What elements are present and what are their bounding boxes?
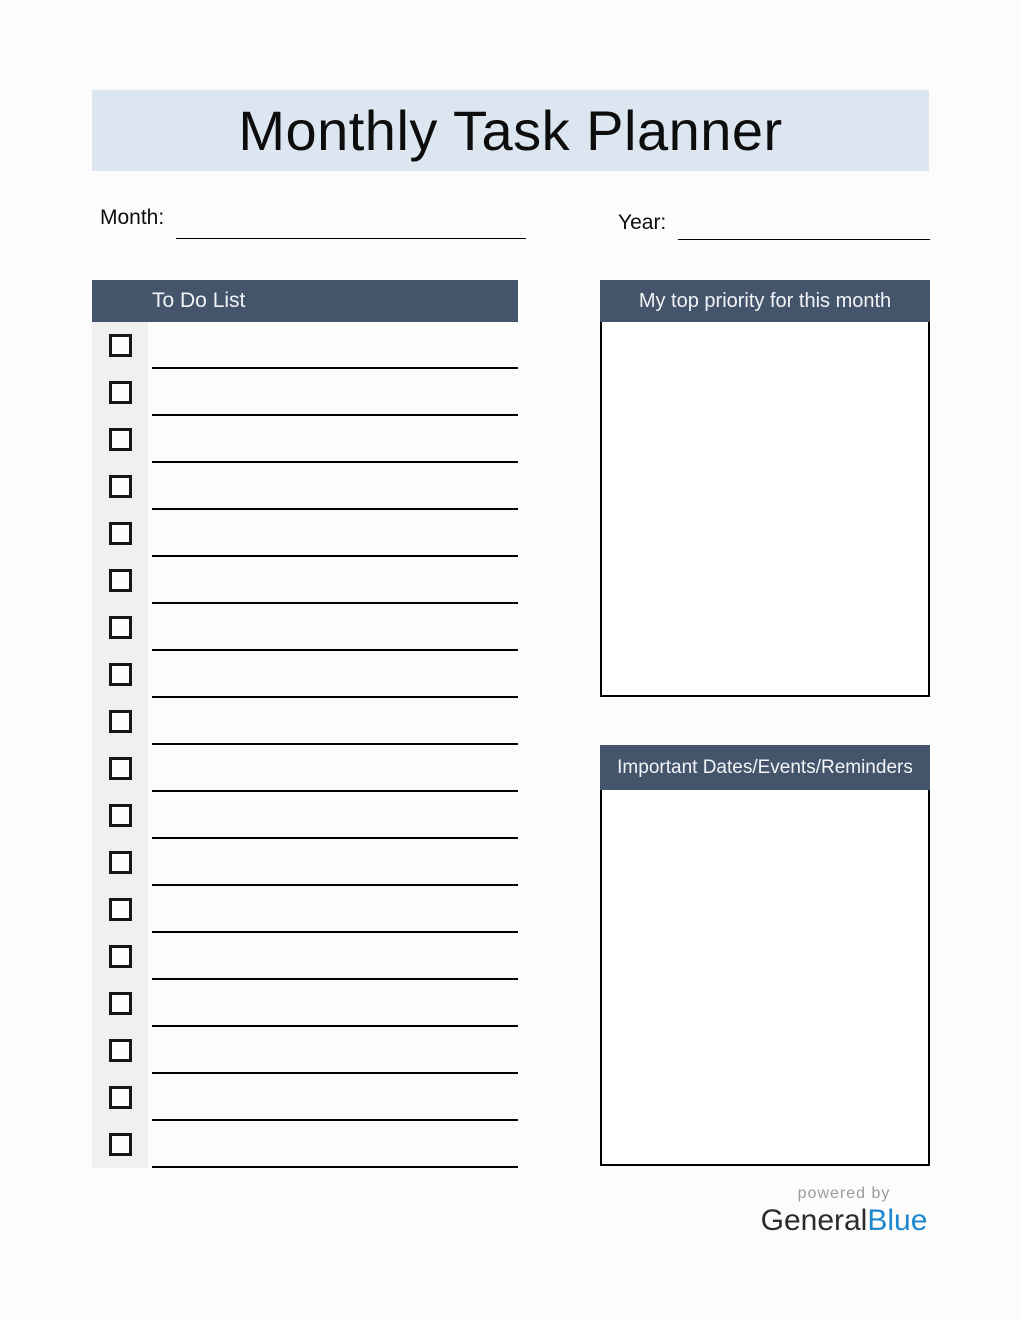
todo-entry-line[interactable] (152, 839, 518, 886)
todo-checkbox-cell (92, 1074, 148, 1121)
todo-header-label: To Do List (152, 289, 246, 312)
todo-checkbox-cell (92, 886, 148, 933)
todo-checkbox-cell (92, 604, 148, 651)
priority-header (600, 280, 930, 322)
todo-checkbox[interactable] (109, 475, 132, 498)
todo-section (92, 280, 518, 1168)
todo-row (92, 886, 518, 933)
todo-checkbox-cell (92, 651, 148, 698)
important-dates-content-area[interactable] (600, 790, 930, 1166)
todo-entry-line[interactable] (152, 980, 518, 1027)
todo-checkbox-cell (92, 1121, 148, 1168)
todo-entry-line[interactable] (152, 933, 518, 980)
todo-entry-line[interactable] (152, 369, 518, 416)
todo-header (92, 280, 518, 322)
todo-checkbox-cell (92, 463, 148, 510)
todo-checkbox[interactable] (109, 1133, 132, 1156)
todo-checkbox[interactable] (109, 522, 132, 545)
brand-blue: Blue (867, 1204, 928, 1237)
todo-checkbox[interactable] (109, 710, 132, 733)
todo-entry-line[interactable] (152, 651, 518, 698)
priority-content-area[interactable] (600, 322, 930, 697)
todo-row (92, 369, 518, 416)
todo-row (92, 1027, 518, 1074)
footer-brand (755, 1186, 933, 1236)
todo-checkbox-cell (92, 322, 148, 369)
todo-entry-line[interactable] (152, 604, 518, 651)
month-label: Month: (100, 206, 165, 229)
month-input-line[interactable] (176, 238, 526, 239)
todo-checkbox[interactable] (109, 992, 132, 1015)
todo-entry-line[interactable] (152, 416, 518, 463)
todo-entry-line[interactable] (152, 1027, 518, 1074)
todo-checkbox[interactable] (109, 616, 132, 639)
todo-entry-line[interactable] (152, 1074, 518, 1121)
todo-entry-line[interactable] (152, 698, 518, 745)
todo-checkbox-cell (92, 510, 148, 557)
todo-row (92, 1121, 518, 1168)
important-dates-header (600, 745, 930, 790)
important-dates-section (600, 745, 930, 1166)
priority-section (600, 280, 930, 697)
todo-checkbox-cell (92, 557, 148, 604)
important-dates-header-label: Important Dates/Events/Reminders (617, 756, 913, 778)
todo-checkbox[interactable] (109, 428, 132, 451)
todo-checkbox-cell (92, 745, 148, 792)
powered-by-text: powered by (797, 1185, 891, 1202)
todo-entry-line[interactable] (152, 1121, 518, 1168)
todo-checkbox-cell (92, 1027, 148, 1074)
todo-row (92, 1074, 518, 1121)
todo-checkbox-cell (92, 980, 148, 1027)
todo-checkbox-cell (92, 698, 148, 745)
todo-rows (92, 322, 518, 1168)
title-band (92, 90, 929, 171)
todo-row (92, 745, 518, 792)
page-title: Monthly Task Planner (238, 99, 783, 162)
todo-entry-line[interactable] (152, 557, 518, 604)
todo-row (92, 792, 518, 839)
priority-header-label: My top priority for this month (638, 289, 892, 312)
todo-checkbox[interactable] (109, 569, 132, 592)
todo-checkbox-cell (92, 933, 148, 980)
year-label: Year: (618, 211, 667, 234)
todo-checkbox[interactable] (109, 334, 132, 357)
brand-logo (761, 1204, 928, 1237)
brand-general: General (760, 1204, 868, 1237)
todo-checkbox[interactable] (109, 663, 132, 686)
todo-row (92, 651, 518, 698)
todo-entry-line[interactable] (152, 886, 518, 933)
todo-entry-line[interactable] (152, 745, 518, 792)
todo-row (92, 698, 518, 745)
todo-checkbox-cell (92, 416, 148, 463)
todo-checkbox-cell (92, 369, 148, 416)
todo-checkbox[interactable] (109, 851, 132, 874)
todo-row (92, 839, 518, 886)
todo-checkbox[interactable] (109, 804, 132, 827)
todo-checkbox[interactable] (109, 1086, 132, 1109)
todo-row (92, 510, 518, 557)
todo-entry-line[interactable] (152, 510, 518, 557)
todo-checkbox[interactable] (109, 945, 132, 968)
todo-row (92, 557, 518, 604)
todo-checkbox-cell (92, 839, 148, 886)
todo-checkbox-cell (92, 792, 148, 839)
todo-row (92, 604, 518, 651)
todo-entry-line[interactable] (152, 322, 518, 369)
todo-entry-line[interactable] (152, 463, 518, 510)
todo-row (92, 416, 518, 463)
todo-row (92, 980, 518, 1027)
todo-checkbox[interactable] (109, 381, 132, 404)
todo-checkbox[interactable] (109, 898, 132, 921)
todo-checkbox[interactable] (109, 1039, 132, 1062)
todo-row (92, 933, 518, 980)
todo-row (92, 322, 518, 369)
todo-entry-line[interactable] (152, 792, 518, 839)
todo-row (92, 463, 518, 510)
todo-checkbox[interactable] (109, 757, 132, 780)
year-input-line[interactable] (678, 239, 930, 240)
